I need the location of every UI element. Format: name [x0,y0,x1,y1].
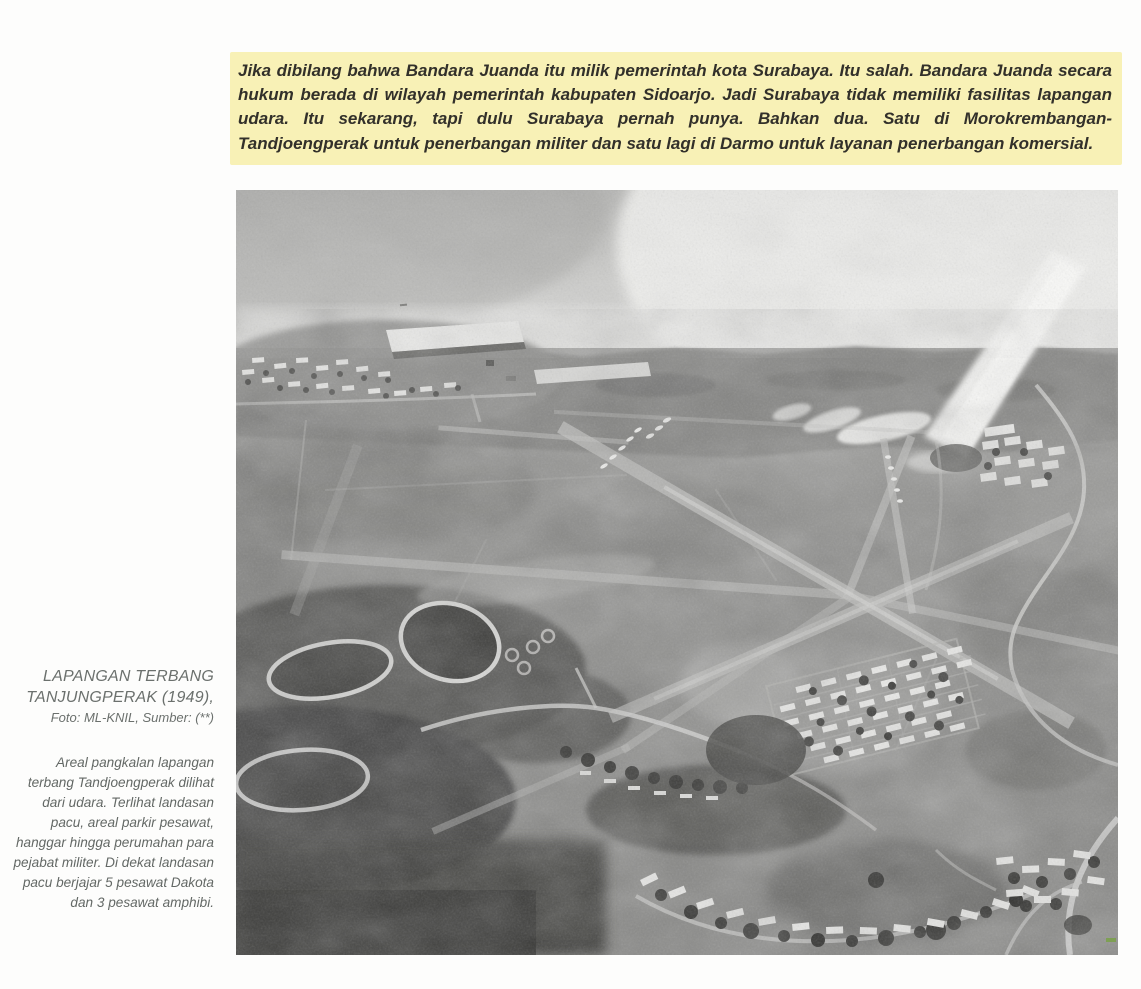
intro-highlight-note: Jika dibilang bahwa Bandara Juanda itu milik pemerintah kota Surabaya. Itu salah. Bandara Juanda secara hukum berada di wilayah pemerintah kabupaten Sidoarjo. Jadi Surabaya tidak memiliki fasilitas lapangan udara. Itu sekarang, tapi dulu Surabaya pernah punya. Bahkan dua. Satu di Morokrembangan-Tandjoengperak untuk penerbangan militer dan satu lagi di Darmo untuk layanan penerbangan komersial. [230,52,1122,165]
photo-caption-credit: Foto: ML-KNIL, Sumber: (**) [50,710,214,725]
aerial-photo [236,190,1118,955]
aerial-photo-canvas [236,190,1118,955]
film-grain [236,190,1118,955]
scan-artifact-green [1106,938,1116,942]
photo-caption-title: LAPANGAN TERBANG TANJUNGPERAK (1949), [26,668,214,706]
photo-caption [8,666,214,913]
photo-caption-description: Areal pangkalan lapangan terbang Tandjoengperak dilihat dari udara. Terlihat landasan pacu, areal parkir pesawat, hanggar hingga perumahan para pejabat militer. Di dekat landasan pacu berjajar 5 pesawat Dakota dan 3 pesawat amphibi. [13,755,214,910]
